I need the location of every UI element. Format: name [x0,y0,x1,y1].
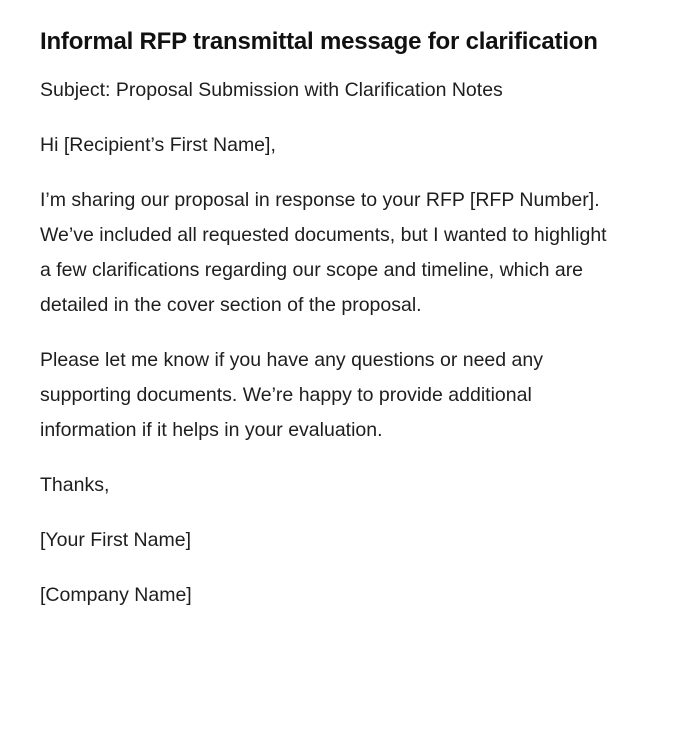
email-subject: Subject: Proposal Submission with Clarification Notes [40,79,503,101]
document [40,20,620,633]
body-paragraph-2: Please let me know if you have any questions or need any supporting documents. We’re happy to provide additional information if it helps in your evaluation. [40,349,543,441]
email-closing: Thanks, [40,474,110,496]
company-name: [Company Name] [40,584,192,606]
body-paragraph-1: I’m sharing our proposal in response to your RFP [RFP Number]. We’ve included all requested documents, but I wanted to highlight a few clarifications regarding our scope and timeline, which are detailed in the cover section of the proposal. [40,189,607,316]
sender-name: [Your First Name] [40,529,191,551]
document-title: Informal RFP transmittal message for clarification [40,28,598,55]
email-greeting: Hi [Recipient’s First Name], [40,134,276,156]
